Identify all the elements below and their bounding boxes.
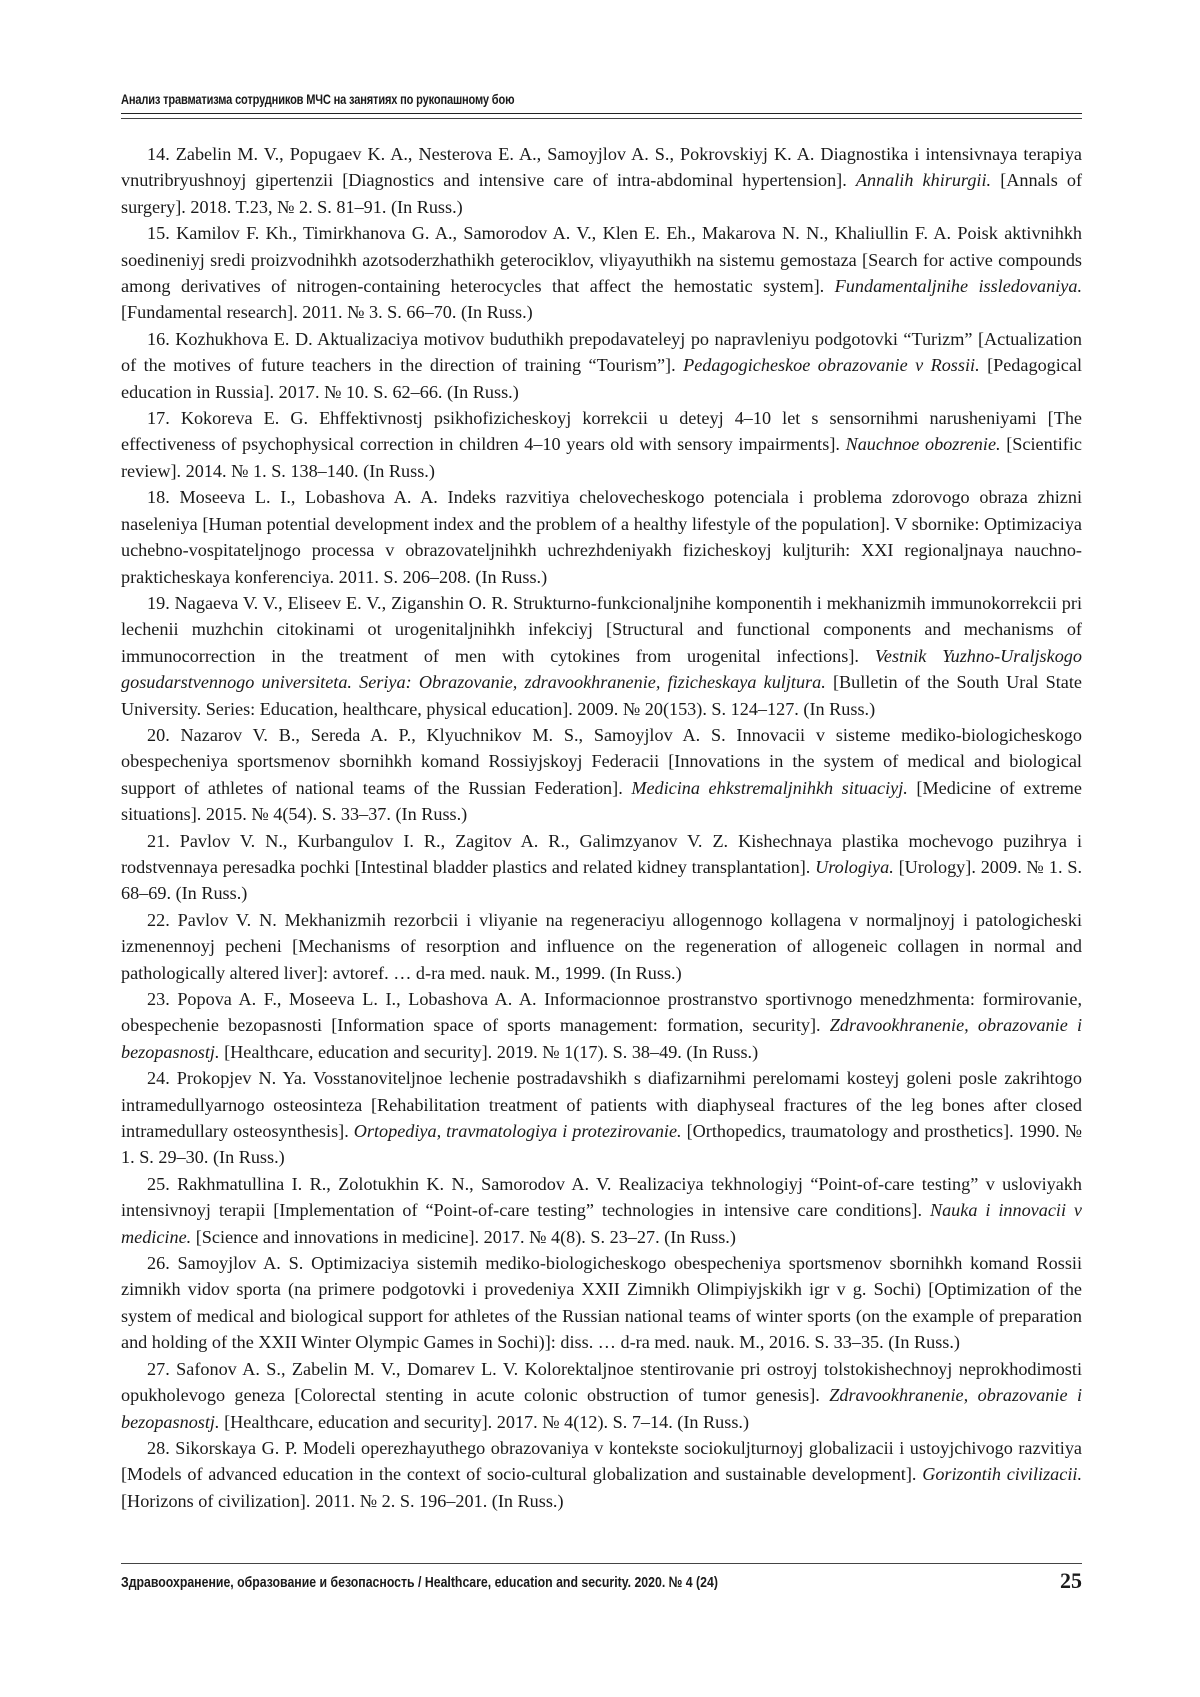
reference-details: [Healthcare, education and security]. 2017. № 4(12). S. 7–14. (In Russ.): [224, 1411, 750, 1432]
reference-item: [121, 1250, 1082, 1356]
reference-number: 17.: [147, 408, 170, 429]
reference-list: [121, 141, 1082, 1514]
reference-number: 15.: [147, 223, 170, 244]
reference-details: [Science and innovations in medicine]. 2017. № 4(8). S. 23–27. (In Russ.): [195, 1226, 736, 1247]
reference-journal: Gorizontih civilizacii.: [922, 1464, 1082, 1485]
reference-text: Samoyjlov A. S. Optimizaciya sistemih mediko-biologicheskogo obespecheniya sportsmenov sbornihkh komand Rossii zimnikh vidov sporta (na primere podgotovki i provedeniya XXII Zimnikh Olimpiyjskikh igr v g. Sochi) [Optimization of the system of medical and biological support for athletes of the Russian national teams of winter sports (on the example of preparation and holding of the XXII Winter Olympic Games in Sochi)]: diss. … d-ra med. nauk. M., 2016. S. 33–35. (In Russ.): [121, 1253, 1083, 1353]
reference-text: Nagaeva V. V., Eliseev E. V., Ziganshin O. R. Strukturno-funkcionaljnihe komponentih i mekhanizmih immunokorrekcii pri lechenii muzhchin citokinami ot urogenitaljnihkh infekciyj [Structural and functional components and mechanisms of immunocorrection in the treatment of men with cytokines from urogenital infections].: [121, 592, 1082, 666]
reference-text: Safonov A. S., Zabelin M. V., Domarev L. V. Kolorektaljnoe stentirovanie pri ostroyj tolstokishechnoyj neprokhodimosti opukholevogo geneza [Colorectal stenting in acute colonic obstruction of tumor genesis].: [121, 1358, 1082, 1406]
reference-text: Prokopjev N. Ya. Vosstanoviteljnoe lechenie postradavshikh s diafizarnihmi perelomami kosteyj goleni posle zakrihtogo intramedullyarnogo osteosinteza [Rehabilitation treatment of patients with diaphyseal fractures of the leg bones after closed intramedullary osteosynthesis].: [121, 1068, 1082, 1142]
reference-item: [121, 907, 1082, 986]
reference-text: Rakhmatullina I. R., Zolotukhin K. N., Samorodov A. V. Realizaciya tekhnologiyj “Point-of-care testing” v usloviyakh intensivnoyj terapii [Implementation of “Point-of-care testing” technologies in intensive care conditions].: [121, 1173, 1082, 1221]
reference-number: 14.: [147, 144, 170, 164]
reference-item: [121, 405, 1082, 484]
reference-text: Kozhukhova E. D. Aktualizaciya motivov buduthikh prepodavateleyj po napravleniyu podgotovki “Turizm” [Actualization of the motives of future teachers in the direction of training “Tourism”].: [121, 328, 1083, 376]
reference-item: [121, 828, 1082, 907]
reference-text: Sikorskaya G. P. Modeli operezhayuthego obrazovaniya v kontekste sociokuljturnoyj globalizacii i ustoyjchivogo razvitiya [Models of advanced education in the context of socio-cultural globalization and sustainable development].: [121, 1437, 1082, 1485]
reference-text: Zabelin M. V., Popugaev K. A., Nesterova E. A., Samoyjlov A. S., Pokrovskiyj K. A. Diagnostika i intensivnaya terapiya vnutribryushnoyj gipertenzii [Diagnostics and intensive care of intra-abdominal hypertension].: [121, 144, 1082, 191]
reference-item: [121, 1065, 1082, 1171]
reference-text: Moseeva L. I., Lobashova A. A. Indeks razvitiya chelovecheskogo potenciala i problema zdorovogo obraza zhizni naseleniya [Human potential development index and the problem of a healthy lifestyle of the population]. V sbornike: Optimizaciya uchebno-vospitateljnogo processa v obrazovateljnihkh uchrezhdeniyakh fizicheskoyj kuljturih: XXI regionaljnaya nauchno-prakticheskaya konferenciya. 2011. S. 206–208. (In Russ.): [121, 487, 1083, 587]
reference-number: 22.: [147, 909, 170, 930]
reference-text: Pavlov V. N., Kurbangulov I. R., Zagitov A. R., Galimzyanov V. Z. Kishechnaya plastika mochevogo puzihrya i rodstvennaya peresadka pochki [Intestinal bladder plastics and related kidney transplantation].: [121, 830, 1083, 877]
footer-journal-title: Здравоохранение, образование и безопасность / Healthcare, education and security. 2020. № 4 (24): [121, 1574, 718, 1591]
reference-number: 23.: [147, 989, 170, 1009]
running-title: Анализ травматизма сотрудников МЧС на занятиях по рукопашному бою: [121, 92, 515, 107]
reference-item: [121, 1171, 1082, 1250]
reference-details: [Healthcare, education and security]. 2019. № 1(17). S. 38–49. (In Russ.): [224, 1041, 759, 1062]
reference-item: [121, 220, 1082, 326]
page-number: 25: [1060, 1568, 1082, 1593]
header-rule-thin: [121, 118, 1082, 119]
reference-details: [Medicine of extreme situations]. 2015. № 4(54). S. 33–37. (In Russ.): [121, 777, 1082, 825]
header-rule-thick: [121, 113, 1082, 114]
reference-details: [Bulletin of the South Ural State University. Series: Education, healthcare, physical education]. 2009. № 20(153). S. 124–127. (In Russ.): [121, 672, 1082, 719]
reference-number: 20.: [147, 724, 170, 745]
reference-item: [121, 326, 1082, 405]
reference-text: Kokoreva E. G. Ehffektivnostj psikhofizicheskoyj korrekcii u deteyj 4–10 let s sensornihmi narusheniyami [The effectiveness of psychophysical correction in children 4–10 years old with sensory impairments].: [121, 408, 1083, 455]
reference-details: [Scientific review]. 2014. № 1. S. 138–140. (In Russ.): [121, 434, 1082, 481]
reference-number: 18.: [147, 487, 170, 508]
reference-number: 19.: [147, 592, 170, 613]
reference-journal: Annalih khirurgii.: [855, 170, 992, 191]
reference-journal: Urologiya.: [815, 856, 894, 877]
reference-item: [121, 986, 1082, 1065]
reference-number: 21.: [147, 830, 170, 851]
reference-journal: Nauka i innovacii v medicine.: [121, 1200, 1083, 1247]
reference-number: 28.: [147, 1437, 170, 1458]
reference-number: 25.: [147, 1173, 170, 1194]
reference-journal: Fundamentaljnihe issledovaniya.: [834, 276, 1083, 297]
reference-details: [Fundamental research]. 2011. № 3. S. 66–70. (In Russ.): [121, 302, 533, 323]
reference-details: [Urology]. 2009. № 1. S. 68–69. (In Russ.): [121, 856, 1082, 904]
reference-journal: Nauchnoe obozrenie.: [845, 434, 1001, 455]
reference-item: [121, 141, 1082, 220]
reference-item: [121, 1356, 1082, 1435]
reference-details: [Annals of surgery]. 2018. T.23, № 2. S. 81–91. (In Russ.): [121, 170, 1083, 217]
reference-number: 24.: [147, 1068, 170, 1089]
footer-rule: [121, 1563, 1082, 1564]
reference-journal: Ortopediya, travmatologiya i protezirovanie.: [353, 1121, 682, 1142]
reference-journal: Zdravookhranenie, obrazovanie i bezopasnostj.: [121, 1385, 1082, 1432]
reference-journal: Vestnik Yuzhno-Uraljskogo gosudarstvennogo universiteta. Seriya: Obrazovanie, zdravookhranenie, fizicheskaya kuljtura.: [121, 645, 1082, 693]
reference-item: [121, 484, 1082, 590]
reference-details: [Horizons of civilization]. 2011. № 2. S. 196–201. (In Russ.): [121, 1490, 564, 1511]
reference-item: [121, 590, 1082, 722]
reference-text: Popova A. F., Moseeva L. I., Lobashova A. A. Informacionnoe prostranstvo sportivnogo menedzhmenta: formirovanie, obespechenie bezopasnosti [Information space of sports management: formation, security].: [121, 989, 1082, 1036]
reference-number: 26.: [147, 1253, 170, 1274]
reference-journal: Pedagogicheskoe obrazovanie v Rossii.: [683, 355, 980, 376]
reference-text: Kamilov F. Kh., Timirkhanova G. A., Samorodov A. V., Klen E. Eh., Makarova N. N., Khaliullin F. A. Poisk aktivnihkh soedineniyj sredi proizvodnihkh azotsoderzhathikh geterociklov, vliyayuthikh na sistemu gemostaza [Search for active compounds among derivatives of nitrogen-containing heterocycles that affect the hemostatic system].: [121, 223, 1083, 297]
reference-journal: Medicina ehkstremaljnihkh situaciyj.: [631, 777, 908, 798]
reference-text: Nazarov V. B., Sereda A. P., Klyuchnikov M. S., Samoyjlov A. S. Innovacii v sisteme mediko-biologicheskogo obespecheniya sportsmenov sbornihkh komand Rossiyjskoyj Federacii [Innovations in the system of medical and biological support of athletes of national teams of the Russian Federation].: [121, 724, 1082, 798]
reference-item: [121, 722, 1082, 828]
reference-item: [121, 1435, 1082, 1514]
reference-number: 16.: [147, 328, 170, 349]
reference-journal: Zdravookhranenie, obrazovanie i bezopasnostj.: [121, 1015, 1082, 1062]
reference-details: [Pedagogical education in Russia]. 2017. № 10. S. 62–66. (In Russ.): [121, 355, 1083, 402]
reference-details: [Orthopedics, traumatology and prosthetics]. 1990. № 1. S. 29–30. (In Russ.): [121, 1121, 1082, 1168]
reference-text: Pavlov V. N. Mekhanizmih rezorbcii i vliyanie na regeneraciyu allogennogo kollagena v normaljnoyj i patologicheski izmenennoyj pecheni [Mechanisms of resorption and influence on the regeneration of allogeneic collagen in normal and pathologically altered liver]: avtoref. … d-ra med. nauk. M., 1999. (In Russ.): [121, 909, 1082, 983]
reference-number: 27.: [147, 1358, 170, 1379]
